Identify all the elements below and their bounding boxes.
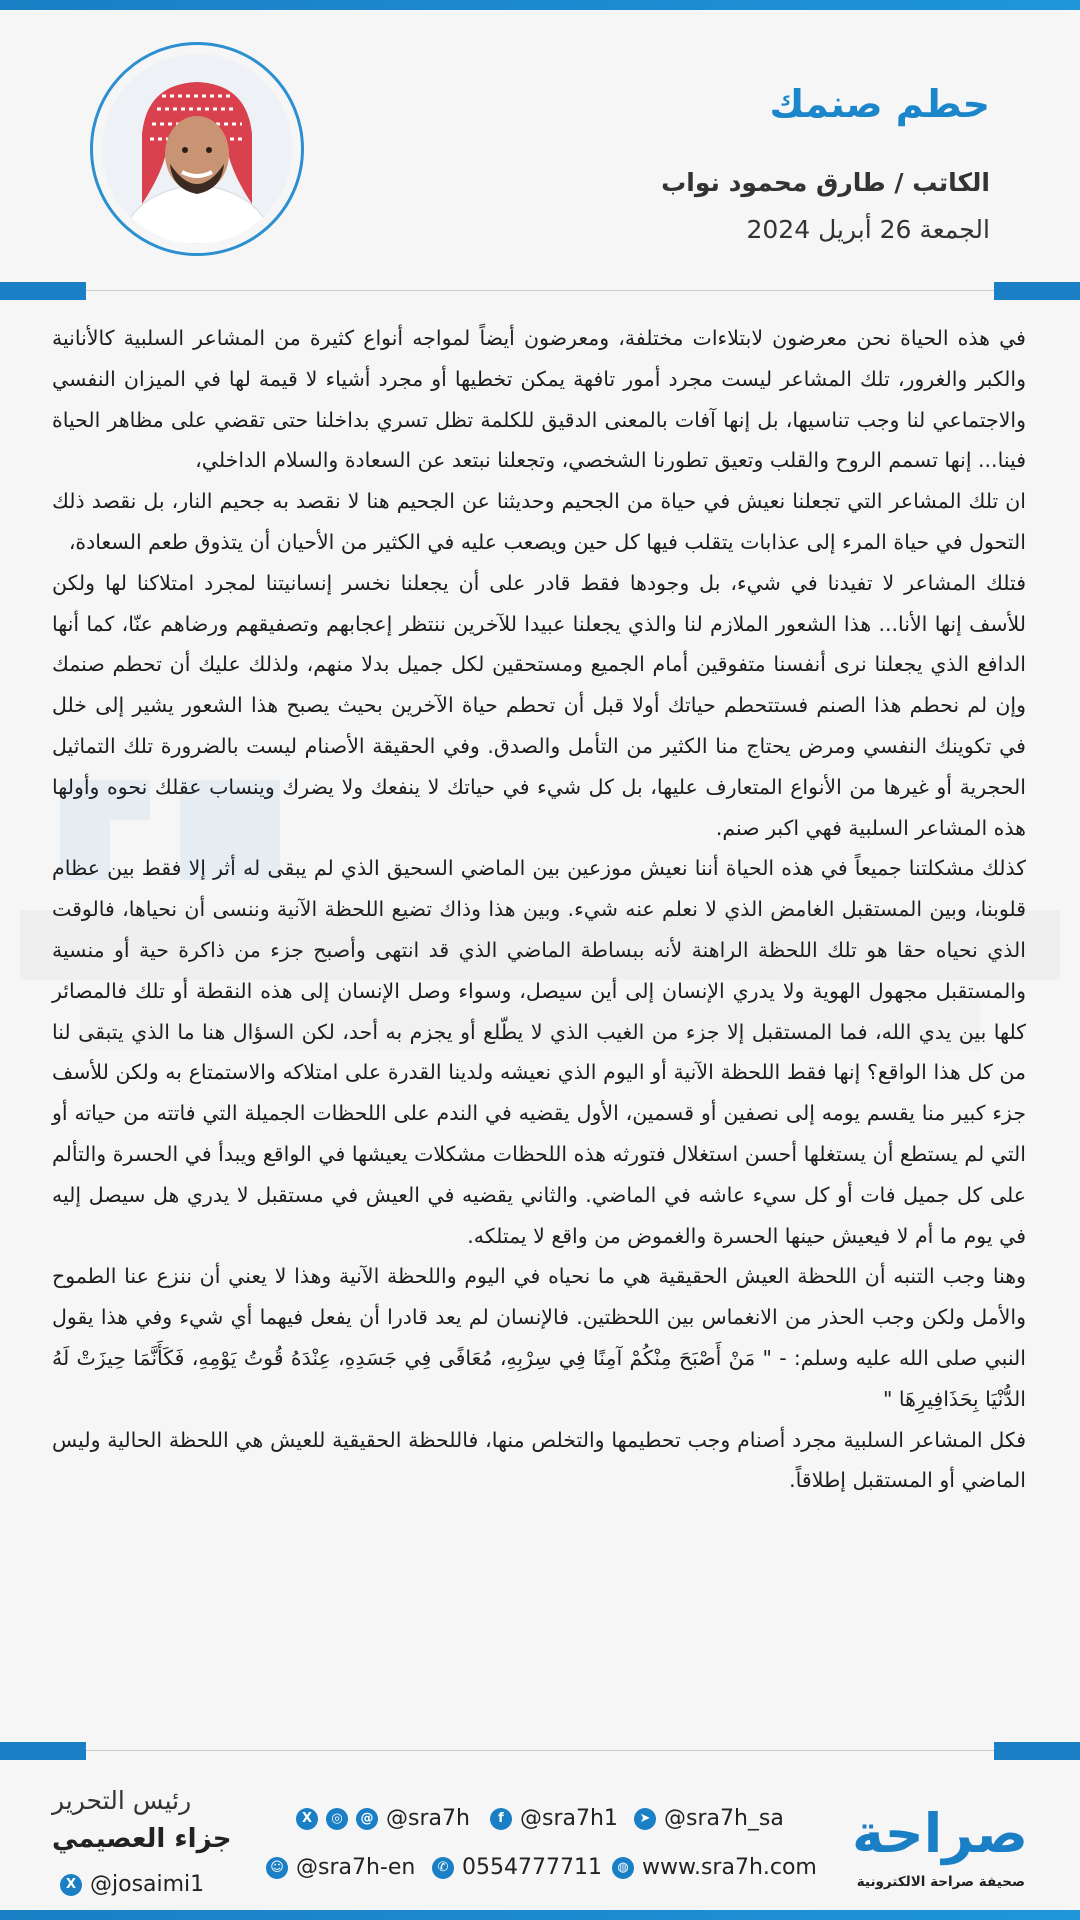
- editor-role: رئيس التحرير: [52, 1786, 192, 1815]
- footer-divider: [0, 1742, 1080, 1760]
- threads-icon: @: [356, 1808, 378, 1830]
- bottom-accent-bar: [0, 1910, 1080, 1920]
- phone-label: 0554777711: [462, 1855, 602, 1880]
- header-divider: [0, 282, 1080, 300]
- social-handle-main[interactable]: [296, 1806, 470, 1831]
- editor-handle[interactable]: [60, 1872, 204, 1897]
- telegram-icon: ➤: [634, 1808, 656, 1830]
- article-title: حطم صنمك: [769, 82, 990, 126]
- article-paragraph: ان تلك المشاعر التي تجعلنا نعيش في حياة من الجحيم وحديثنا عن الجحيم هنا لا نقصد به جحيم النار، بل نقصد ذلك التحول في حياة المرء إلى عذابات يتقلب فيها كل حين ويصعب عليه في الكثير من الأحيان أن يتذوق طعم السعادة،: [52, 489, 1026, 554]
- whatsapp-icon: ✆: [432, 1857, 454, 1879]
- article-author: الكاتب / طارق محمود نواب: [661, 168, 990, 197]
- article-paragraph: فكل المشاعر السلبية مجرد أصنام وجب تحطيمها والتخلص منها، فاللحظة الحقيقية للعيش هي اللحظة الحالية وليس الماضي أو المستقبل إطلاقاً.: [52, 1427, 1026, 1493]
- website-link[interactable]: [612, 1855, 817, 1880]
- x-icon: X: [296, 1808, 318, 1830]
- social-handle-label: @sra7h1: [520, 1806, 618, 1831]
- article-paragraph: فتلك المشاعر لا تفيدنا في شيء، بل وجودها فقط قادر على أن يجعلنا نخسر إنسانيتنا لمجرد امتلاكنا لها ولكن للأسف إنها الأنا... هذا الشعور الملازم لنا والذي يجعلنا عبيدا للآخرين ننتظر إعجابهم وتصفيقهم ورضاهم عنّا، كما أنها الدافع الذي يجعلنا نرى أنفسنا متفوقين أمام الجميع ومستحقين لكل جميل بدلا منهم، ولذلك عليك أن تحطم صنمك وإن لم نحطم هذا الصنم فستتحطم حياتك أولا قبل أن تحطم حياة الآخرين بحيث يصبح هذا الشعور يشير إلى خلل في تكوينك النفسي ومرض يحتاج منا الكثير من التأمل والصدق. وفي الحقيقة الأصنام ليست بالضرورة تلك التماثيل الحجرية أو غيرها من الأنواع المتعارف عليها، بل كل شيء في حياتك لا ينفعك ولا يضرك وينساب عقلك نحوه وأولها هذه المشاعر السلبية فهي اكبر صنم.: [52, 570, 1026, 840]
- author-portrait-icon: [102, 54, 292, 244]
- instagram-icon: ◎: [326, 1808, 348, 1830]
- article-date: الجمعة 26 أبريل 2024: [746, 215, 990, 244]
- social-handle-snapchat[interactable]: [266, 1855, 415, 1880]
- globe-icon: ◍: [612, 1857, 634, 1879]
- article-paragraph: كذلك مشكلتنا جميعاً في هذه الحياة أننا نعيش موزعين بين الماضي السحيق الذي لم يبقى له أثر إلا فقط بين عظام قلوبنا، وبين المستقبل الغامض الذي لا نعلم عنه شيء. وبين هذا وذاك تضيع اللحظة الآنية وننسى أن نحياها، فالوقت الذي نحياه حقا هو تلك اللحظة الراهنة لأنه ببساطة الماضي الذي قد انتهى وأصبح جزء من ذاكرة حية أو منسية والمستقبل مجهول الهوية ولا يدري الإنسان إلى أين سيصل، وسواء وصل الإنسان إلى هذه النقطة أو تلك فالمصائر كلها بين يدي الله، فما المستقبل إلا جزء من الغيب الذي لا يطّلع أو يجزم به أحد، لكن السؤال هنا ما الذي يتبقى لنا من كل هذا الواقع؟ إنها فقط اللحظة الآنية أو اليوم الذي نعيشه ولدينا القدرة على امتلاكه والاستمتاع به ولكن للأسف جزء كبير منا يقسم يومه إلى نصفين أو قسمين، الأول يقضيه في الندم على اللحظات الجميلة التي فاتته من حياته أو التي لم يستطع أن يستغلها أحسن استغلال فتورثه هذه اللحظات مشكلات يعيشها في الواقع ويبدأ في الحسرة والتألم على كل جميل فات أو كل سيء عاشه في الماضي. والثاني يقضيه في العيش في مستقبل لا يدري هل سيصل إليه في يوم ما أم لا فيعيش حينها الحسرة والغموض من واقع لا يمتلكه.: [52, 856, 1026, 1248]
- author-photo: [102, 54, 292, 244]
- social-handle-label: @sra7h-en: [296, 1855, 416, 1880]
- footer: [0, 1762, 1080, 1912]
- whatsapp-phone[interactable]: [432, 1855, 602, 1880]
- top-accent-bar: [0, 0, 1080, 10]
- website-label: www.sra7h.com: [642, 1855, 817, 1880]
- snapchat-icon: ☺: [266, 1857, 288, 1879]
- article-body: [52, 318, 1026, 1501]
- social-handle-facebook[interactable]: [490, 1806, 618, 1831]
- facebook-icon: f: [490, 1808, 512, 1830]
- social-handle-telegram[interactable]: [634, 1806, 784, 1831]
- article-paragraph: وهنا وجب التنبه أن اللحظة العيش الحقيقية هي ما نحياه في اليوم واللحظة الآنية وهذا لا يعني أن ننزع عنا الطموح والأمل ولكن وجب الحذر من الانغماس بين اللحظتين. فالإنسان لم يعد قادرا أن يفعل فيهما أي شيء وفي هذا يقول النبي صلى الله عليه وسلم: - " مَنْ أَصْبَحَ مِنْكُمْ آمِنًا فِي سِرْبِهِ، مُعَافًى فِي جَسَدِهِ، عِنْدَهُ قُوتُ يَوْمِهِ، فَكَأَنَّمَا حِيزَتْ لَهُ الدُّنْيَا بِحَذَافِيرِهَا ": [52, 1264, 1026, 1411]
- social-handle-label: @sra7h: [386, 1806, 470, 1831]
- site-logo[interactable]: صراحة: [852, 1802, 1028, 1865]
- site-logo-subtitle: صحيفة صراحة الالكترونية: [856, 1874, 1025, 1890]
- editor-name: جزاء العصيمي: [52, 1824, 232, 1854]
- social-handle-label: @sra7h_sa: [664, 1806, 784, 1831]
- article-paragraph: في هذه الحياة نحن معرضون لابتلاءات مختلفة، ومعرضون أيضاً لمواجه أنواع كثيرة من المشاعر السلبية كالأنانية والكبر والغرور، تلك المشاعر ليست مجرد أمور تافهة يمكن تخطيها أو مجرد أشياء لا قيمة لها في الميزان النفسي والاجتماعي لنا وجب تناسيها، بل إنها آفات بالمعنى الدقيق للكلمة تظل تسري بداخلنا حتى تقضي على مظاهر الحياة فينا... إنها تسمم الروح والقلب وتعيق تطورنا الشخصي، وتجعلنا نبتعد عن السعادة والسلام الداخلي،: [52, 326, 1026, 473]
- editor-handle-label: @josaimi1: [90, 1872, 205, 1897]
- x-icon: X: [60, 1874, 82, 1896]
